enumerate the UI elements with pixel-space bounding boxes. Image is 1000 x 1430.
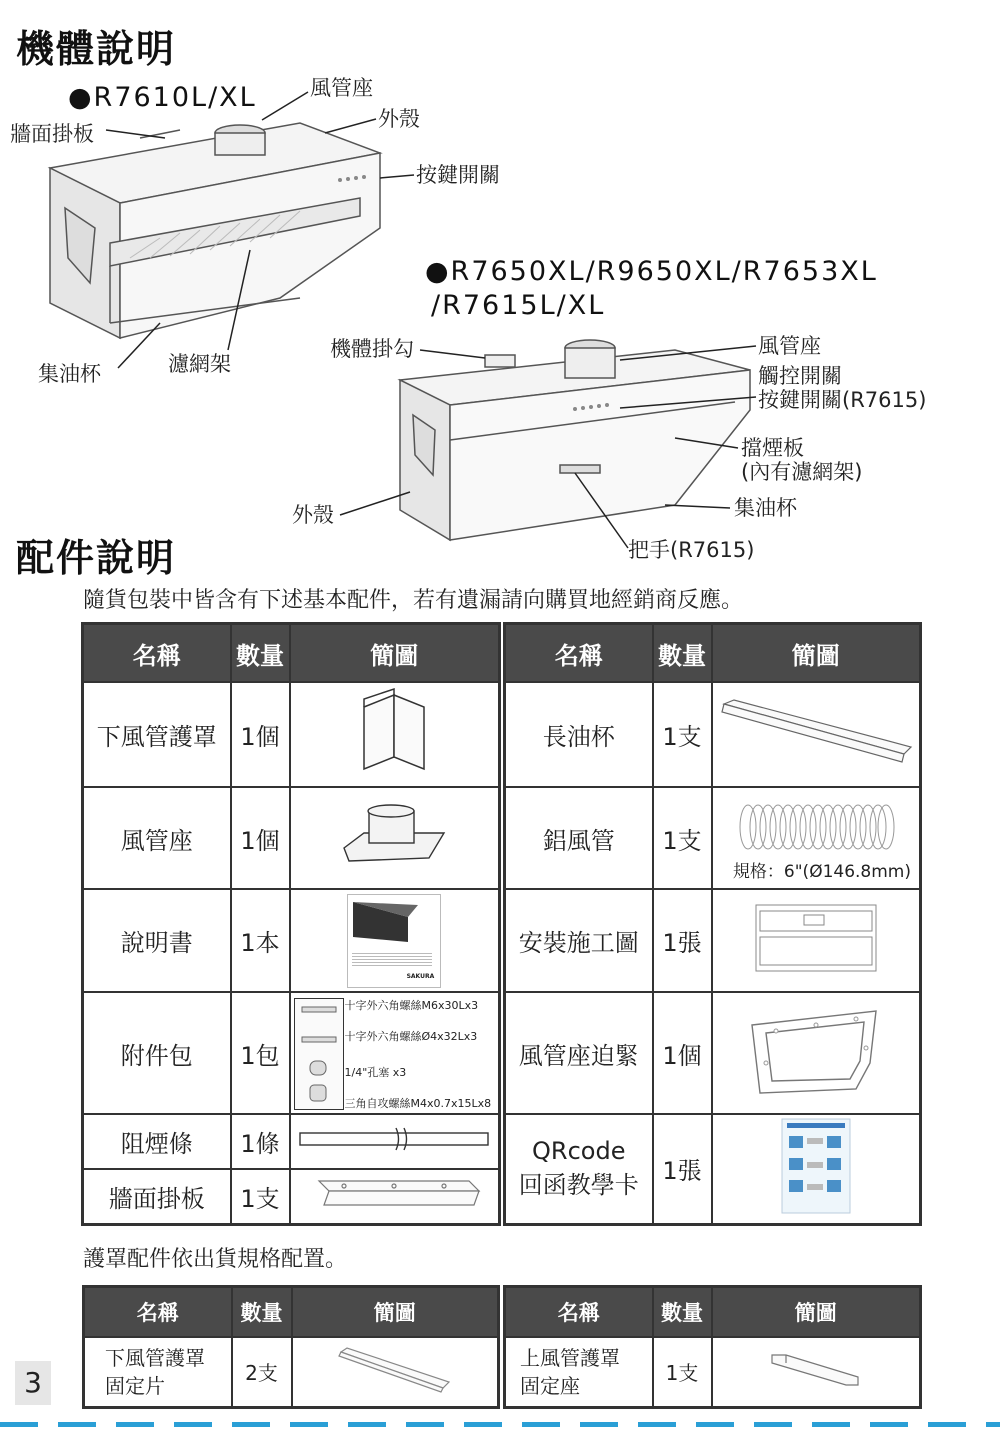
table-row bbox=[84, 1337, 499, 1407]
leader-lines bbox=[0, 0, 1000, 600]
label-shell-2: 外殼 bbox=[292, 503, 334, 527]
accessories-table-right bbox=[503, 622, 922, 1226]
header-name: 名稱 bbox=[83, 624, 231, 683]
item-qty: 1支 bbox=[653, 1337, 712, 1407]
manual-text-lines bbox=[352, 953, 432, 967]
footer-dashed-line bbox=[0, 1422, 1000, 1427]
header-qty: 數量 bbox=[653, 1287, 712, 1338]
item-name: 風管座迫緊 bbox=[505, 992, 653, 1114]
table-header-row bbox=[84, 1287, 499, 1338]
screws-icon bbox=[296, 999, 342, 1107]
item-qty: 1個 bbox=[231, 682, 290, 787]
label-oil-cup-2: 集油杯 bbox=[734, 496, 797, 520]
smoke-strip-icon bbox=[296, 1126, 492, 1152]
label-wall-plate: 牆面掛板 bbox=[10, 122, 94, 146]
table-row bbox=[83, 1169, 500, 1224]
label-duct-base-2: 風管座 bbox=[758, 334, 821, 358]
qrcode-card-icon bbox=[781, 1118, 851, 1214]
table-header-row bbox=[505, 624, 921, 683]
item-name: 安裝施工圖 bbox=[505, 889, 653, 992]
label-smoke-board-sub: (內有濾網架) bbox=[741, 460, 863, 484]
header-pic: 簡圖 bbox=[712, 1287, 921, 1338]
manual-brand: SAKURA bbox=[406, 972, 435, 980]
label-button-switch-1: 按鍵開關 bbox=[416, 163, 500, 187]
header-pic: 簡圖 bbox=[290, 624, 500, 683]
label-filter-rack: 濾網架 bbox=[168, 352, 231, 376]
cover-parts-table-left bbox=[82, 1285, 500, 1409]
manual-thumbnail bbox=[347, 894, 441, 988]
item-name-line2: 回函教學卡 bbox=[518, 1171, 639, 1200]
model-r7610: ●R7610L/XL bbox=[68, 82, 257, 113]
accessories-table-left bbox=[81, 622, 501, 1226]
item-name: 牆面掛板 bbox=[83, 1169, 231, 1224]
item-qty: 1支 bbox=[231, 1169, 290, 1224]
header-qty: 數量 bbox=[231, 624, 290, 683]
cover-parts-note: 護罩配件依出貨規格配置。 bbox=[83, 1247, 348, 1272]
label-oil-cup-1: 集油杯 bbox=[38, 362, 101, 386]
kit-parts-box bbox=[294, 998, 344, 1110]
header-name: 名稱 bbox=[505, 624, 653, 683]
item-name: 風管座 bbox=[83, 787, 231, 889]
item-qty: 1包 bbox=[231, 992, 290, 1114]
label-smoke-board: 擋煙板 bbox=[741, 436, 804, 460]
label-button-switch-r7615: 按鍵開關(R7615) bbox=[758, 388, 927, 412]
duct-spec: 規格：6"(Ø146.8mm) bbox=[732, 861, 911, 882]
table-row bbox=[505, 682, 921, 787]
item-qty: 1張 bbox=[653, 889, 712, 992]
table-row bbox=[83, 787, 500, 889]
table-row bbox=[505, 1337, 921, 1407]
header-name: 名稱 bbox=[505, 1287, 653, 1338]
table-row bbox=[83, 992, 500, 1114]
section-title-accessories: 配件說明 bbox=[16, 536, 177, 580]
wall-plate-icon bbox=[304, 1173, 484, 1213]
item-qty: 1支 bbox=[653, 787, 712, 889]
duct-gasket-icon bbox=[746, 1003, 886, 1098]
item-qty: 1個 bbox=[231, 787, 290, 889]
accessories-intro: 隨貨包裝中皆含有下述基本配件，若有遺漏請向購買地經銷商反應。 bbox=[83, 588, 744, 613]
header-qty: 數量 bbox=[232, 1287, 292, 1338]
lower-duct-cover-icon bbox=[354, 687, 434, 777]
kit-item-1: 十字外六角螺絲M6x30Lx3 bbox=[344, 999, 479, 1012]
header-pic: 簡圖 bbox=[712, 624, 921, 683]
cover-parts-table-right bbox=[503, 1285, 922, 1409]
item-qty: 1本 bbox=[231, 889, 290, 992]
page-number: 3 bbox=[15, 1361, 51, 1405]
section-title-body: 機體說明 bbox=[16, 27, 177, 71]
hood-image-icon bbox=[348, 897, 438, 947]
item-name: 下風管護罩 bbox=[83, 682, 231, 787]
item-name: 下風管護罩 bbox=[105, 1345, 205, 1370]
table-row bbox=[505, 787, 921, 889]
table-row bbox=[83, 682, 500, 787]
item-name: 附件包 bbox=[83, 992, 231, 1114]
label-handle: 把手(R7615) bbox=[628, 538, 755, 562]
aluminum-duct-icon bbox=[736, 799, 896, 857]
header-pic: 簡圖 bbox=[292, 1287, 499, 1338]
item-qty: 2支 bbox=[232, 1337, 292, 1407]
item-name-line2: 固定片 bbox=[105, 1373, 165, 1398]
duct-base-icon bbox=[339, 803, 449, 868]
item-qty: 1個 bbox=[653, 992, 712, 1114]
item-name: QRcode bbox=[532, 1137, 626, 1166]
fixing-plate-icon bbox=[335, 1344, 455, 1394]
table-header-row bbox=[83, 624, 500, 683]
kit-item-3: 1/4"孔塞 x3 bbox=[344, 1066, 407, 1079]
table-row bbox=[505, 889, 921, 992]
item-name: 阻煙條 bbox=[83, 1114, 231, 1169]
kit-item-4: 三角自攻螺絲M4x0.7x15Lx8 bbox=[344, 1097, 492, 1110]
item-name-line2: 固定座 bbox=[520, 1373, 580, 1398]
long-oil-cup-icon bbox=[716, 692, 916, 772]
table-row bbox=[505, 992, 921, 1114]
header-name: 名稱 bbox=[84, 1287, 232, 1338]
label-touch-switch: 觸控開關 bbox=[758, 364, 842, 388]
item-qty: 1條 bbox=[231, 1114, 290, 1169]
table-row bbox=[505, 1114, 921, 1224]
item-name: 鋁風管 bbox=[505, 787, 653, 889]
model-r7650: ●R7650XL/R9650XL/R7653XL bbox=[425, 256, 878, 287]
item-qty: 1張 bbox=[653, 1114, 712, 1224]
fixing-base-icon bbox=[766, 1349, 866, 1389]
model-r7615: /R7615L/XL bbox=[431, 290, 606, 321]
install-drawing-icon bbox=[754, 903, 878, 973]
label-hook: 機體掛勾 bbox=[330, 337, 414, 361]
label-shell-1: 外殼 bbox=[378, 107, 420, 131]
table-header-row bbox=[505, 1287, 921, 1338]
table-row bbox=[83, 1114, 500, 1169]
kit-item-2: 十字外六角螺絲Ø4x32Lx3 bbox=[344, 1030, 478, 1043]
header-qty: 數量 bbox=[653, 624, 712, 683]
item-name: 說明書 bbox=[83, 889, 231, 992]
label-duct-base-1: 風管座 bbox=[310, 76, 373, 100]
table-row bbox=[83, 889, 500, 992]
item-qty: 1支 bbox=[653, 682, 712, 787]
item-name: 上風管護罩 bbox=[520, 1345, 620, 1370]
item-name: 長油杯 bbox=[505, 682, 653, 787]
